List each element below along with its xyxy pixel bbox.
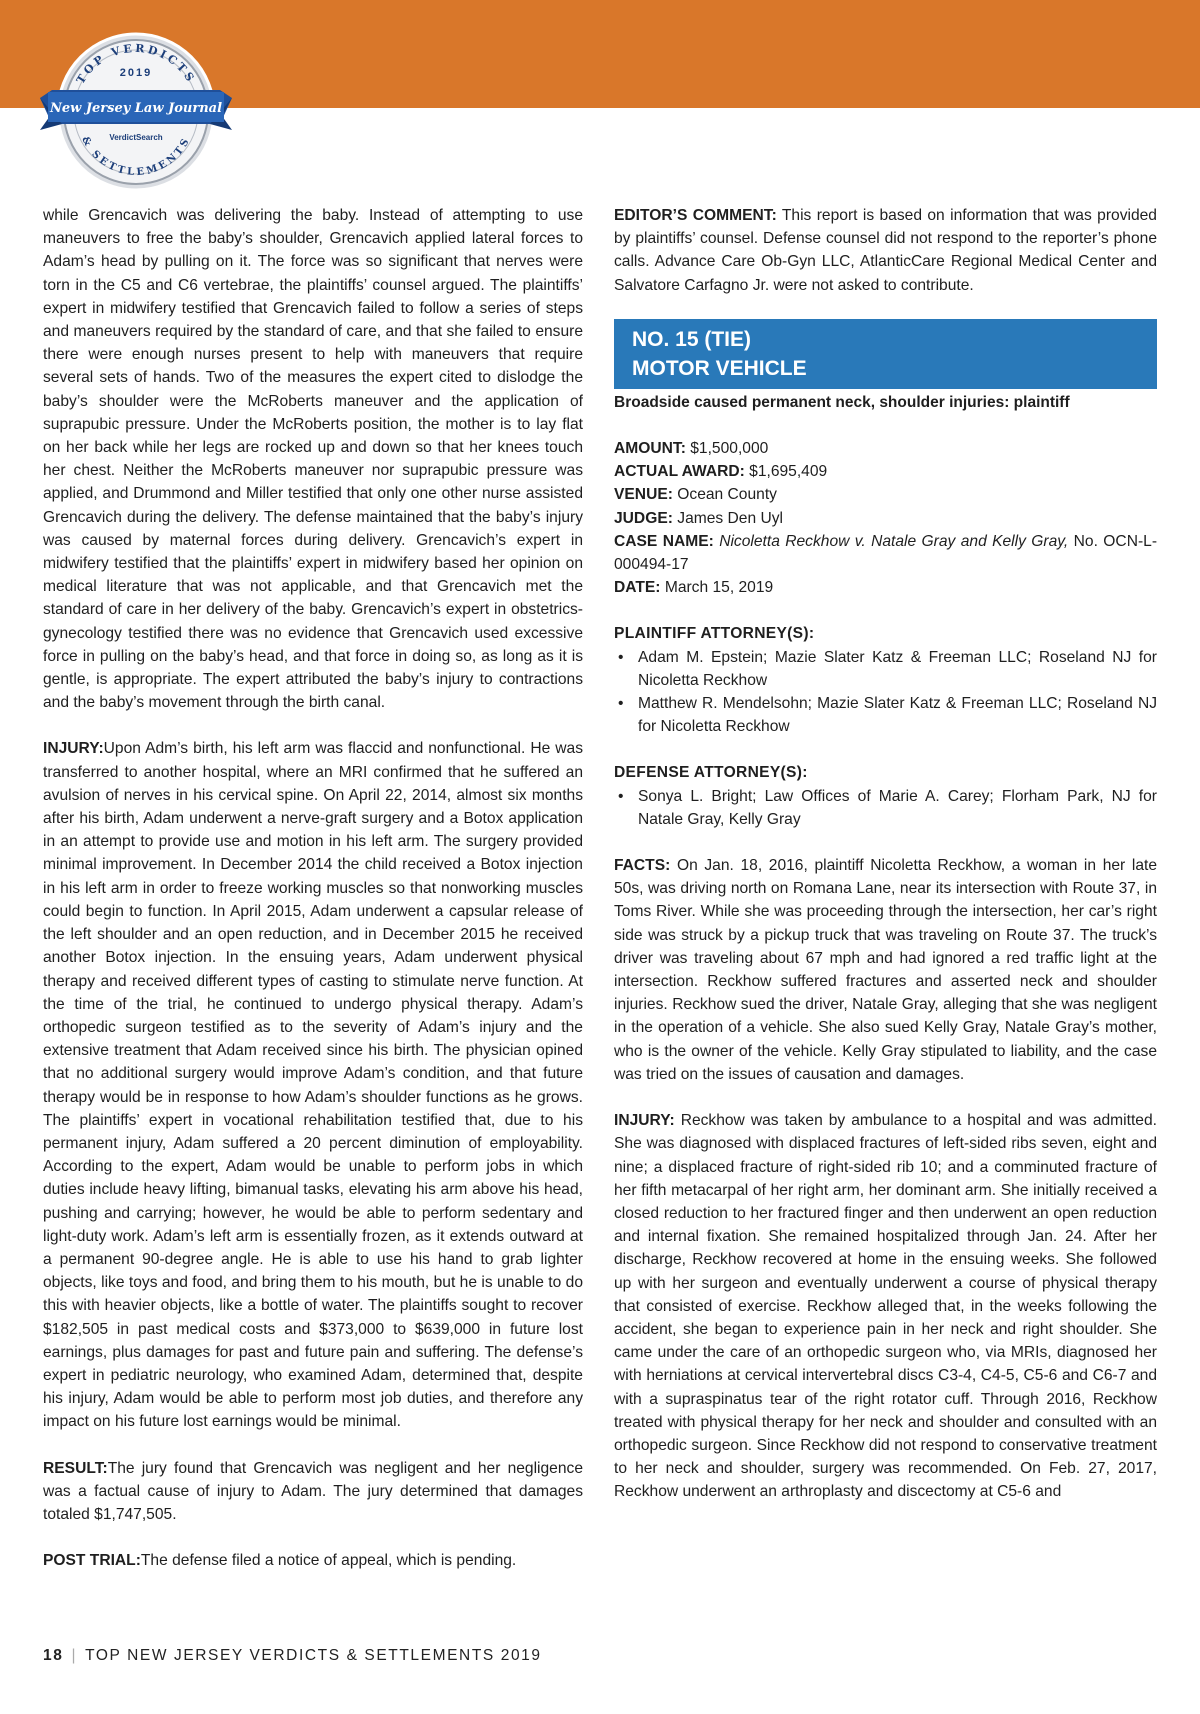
injury-label: INJURY: — [43, 740, 104, 758]
top-verdicts-seal-logo — [40, 20, 232, 198]
venue-value: Ocean County — [677, 486, 777, 504]
case-headline: Broadside caused permanent neck, shoulder injuries: plaintiff — [614, 393, 1070, 411]
facts-label: FACTS: — [614, 857, 671, 875]
right-column — [614, 204, 1157, 1504]
editor-comment-label: EDITOR’S COMMENT: — [614, 207, 777, 224]
facts-text: On Jan. 18, 2016, plaintiff Nicoletta Reckhow, a woman in her late 50s, was driving north on Romana Lane, near its intersection with Route 37, in Toms River. While she was proceeding through the intersection, her car’s right side was struck by a pickup truck that was traveling on Route 37. The truck’s driver was traveling about 67 mph and had ignored a red traffic light at the intersection. Reckhow suffered fractures and asserted neck and shoulder injuries. Reckhow sued the driver, Natale Gray, alleging that she was negligent in the operation of a vehicle. She also sued Kelly Gray, Natale Gray’s mother, who is the owner of the vehicle. Kelly Gray stipulated to liability, and the case was tried on the issues of causation and damages. — [614, 857, 1157, 1083]
left-column — [43, 204, 583, 1572]
date-value: March 15, 2019 — [664, 579, 774, 597]
svg-text:2019: 2019 — [119, 67, 153, 79]
editor-comment — [614, 204, 1157, 297]
facts-paragraph — [614, 854, 1157, 1086]
left-injury-paragraph — [43, 737, 583, 1433]
right-injury-label: INJURY: — [614, 1112, 675, 1130]
banner-category: MOTOR VEHICLE — [632, 356, 807, 380]
footer-separator: | — [71, 1647, 78, 1664]
award-row: ACTUAL AWARD: $1,695,409 — [614, 463, 828, 481]
defense-attorneys-list — [614, 785, 1157, 831]
date-row: DATE: March 15, 2019 — [614, 579, 774, 597]
judge-value: James Den Uyl — [677, 509, 783, 527]
svg-text:VerdictSearch: VerdictSearch — [109, 133, 163, 142]
svg-text:& SETTLEMENTS: & SETTLEMENTS — [79, 134, 193, 179]
case-name-row: CASE NAME: Nicoletta Reckhow v. Natale Gray and Kelly Gray, No. OCN-L-000494-17 — [614, 532, 1158, 574]
post-trial-label: POST TRIAL: — [43, 1552, 141, 1570]
page-footer — [43, 1647, 542, 1665]
plaintiff-attorneys-list — [614, 646, 1157, 739]
banner-rank: NO. 15 (TIE) — [632, 327, 752, 351]
publication-name: TOP NEW JERSEY VERDICTS & SETTLEMENTS 2019 — [85, 1647, 542, 1664]
left-paragraph-1: while Grencavich was delivering the baby. Instead of attempting to use maneuvers to free the baby’s shoulder, Grencavich applied lateral forces to Adam’s head by pulling on it. The force was so significant that nerves were torn in the C5 and C6 vertebrae, the plaintiffs’ counsel argued. The plaintiffs’ expert in midwifery testified that Grencavich failed to follow a series of steps and maneuvers required by the standard of care, and that she failed to ensure there were enough nurses present to help with maneuvers that require several sets of hands. Two of the measures the expert cited to dislodge the baby’s shoulder were the McRoberts maneuver and the application of suprapubic pressure. Under the McRoberts position, the mother is to lay flat on her back while her legs are rocked up and down so that her knees touch her chest. Neither the McRoberts maneuver nor suprapubic pressure was applied, and Drummond and Miller testified that only one other nurse assisted Grencavich during the delivery. The defense maintained that the baby’s injury was caused by maternal forces during delivery. Grencavich’s expert in midwifery testified that the plaintiffs’ expert in midwifery based her opinion on medical literature that was not applicable, and that Grencavich met the standard of care in her delivery of the baby. Grencavich’s expert in obstetrics-gynecology testified there was no evidence that Grencavich used excessive force in pulling on the baby’s head, and that force in doing so, as long as it is gentle, is appropriate. The expert attributed the baby’s injury to contractions and the baby’s movement through the birth canal. — [43, 207, 583, 712]
left-post-trial-paragraph — [43, 1549, 583, 1572]
venue-row: VENUE: Ocean County — [614, 486, 777, 504]
result-label: RESULT: — [43, 1459, 108, 1477]
judge-row: JUDGE: James Den Uyl — [614, 509, 783, 527]
case-name-value: Nicoletta Reckhow v. Natale Gray and Kelly Gray, — [719, 532, 1069, 550]
award-value: $1,695,409 — [749, 463, 828, 481]
list-item: • Sonya L. Bright; Law Offices of Marie A. Carey; Florham Park, NJ for Natale Gray, Kelly Gray — [614, 785, 1157, 831]
case-number: No. OCN-L-000494-17 — [614, 532, 1158, 574]
amount-row: AMOUNT: $1,500,000 — [614, 440, 769, 458]
post-trial-text: The defense filed a notice of appeal, which is pending. — [140, 1552, 517, 1570]
list-item: • Adam M. Epstein; Mazie Slater Katz & Freeman LLC; Roseland NJ for Nicoletta Reckhow — [614, 646, 1157, 692]
svg-text:New Jersey Law Journal: New Jersey Law Journal — [49, 101, 223, 116]
result-text: The jury found that Grencavich was negligent and her negligence was a factual cause of injury to Adam. The jury determined that damages totaled $1,747,505. — [43, 1459, 583, 1523]
right-injury-text: Reckhow was taken by ambulance to a hospital and was admitted. She was diagnosed with displaced fractures of left-sided ribs seven, eight and nine; a displaced fracture of right-sided rib 10; and a comminuted fracture of her fifth metacarpal of her right arm, her dominant arm. She initially received a closed reduction to her fractured finger and then underwent an open reduction and internal fixation. She remained hospitalized through Jan. 24. After her discharge, Reckhow recovered at home in the ensuing weeks. She followed up with her surgeon and eventually underwent a course of physical therapy that consisted of exercise. Reckhow alleged that, in the weeks following the accident, she began to experience pain in her neck and right shoulder. She came under the care of an orthopedic surgeon who, via MRIs, diagnosed her with herniations at cervical intervertebral discs C3-4, C4-5, C5-6 and C6-7 and with a supraspinatus tear of the right rotator cuff. Through 2016, Reckhow treated with physical therapy for her neck and shoulder and consulted with an orthopedic surgeon. Since Reckhow did not respond to conservative treatment to her neck and shoulder, surgery was recommended. On Feb. 27, 2017, Reckhow underwent an arthroplasty and discectomy at C5-6 and — [614, 1112, 1157, 1501]
page-number: 18 — [43, 1647, 64, 1664]
left-result-paragraph — [43, 1457, 583, 1527]
case-rank-banner — [614, 319, 1157, 389]
defense-attorneys-heading: DEFENSE ATTORNEY(S): — [614, 764, 808, 782]
right-injury-paragraph — [614, 1109, 1157, 1503]
editor-comment-text: This report is based on information that was provided by plaintiffs’ counsel. Defense counsel did not respond to the reporter’s phone calls. Advance Care Ob-Gyn LLC, AtlanticCare Regional Medical Center and Salvatore Carfagno Jr. were not asked to contribute. — [614, 207, 1157, 294]
injury-text: Upon Adm’s birth, his left arm was flaccid and nonfunctional. He was transferred to another hospital, where an MRI confirmed that he suffered an avulsion of nerves in his cervical spine. On April 22, 2014, almost six months after his birth, Adam underwent a nerve-graft surgery and a Botox application in an attempt to provide use and motion in his left arm. The surgery provided minimal improvement. In December 2014 the child received a Botox injection in his left arm in order to freeze working muscles so that nonworking muscles could begin to function. In April 2015, Adam underwent a capsular release of the left shoulder and an open reduction, and in December 2015 he received another Botox injection. In the ensuing years, Adam underwent physical therapy and received different types of casting to stimulate nerve function. At the time of the trial, he continued to undergo physical therapy. Adam’s orthopedic surgeon testified as to the severity of Adam’s injury and the extensive treatment that Adam received since his birth. The physician opined that no additional surgery would improve Adam’s condition, and that future therapy would be in response to how Adam’s shoulder functions as he grows. The plaintiffs’ expert in vocational rehabilitation testified that, due to his permanent injury, Adam suffered a 20 percent diminution of employability. According to the expert, Adam would be unable to perform jobs in which duties include heavy lifting, bimanual tasks, elevating his arm above his head, pushing and carrying; however, he would be able to perform sedentary and light-duty work. Adam’s left arm is essentially frozen, as it extends outward at a permanent 90-degree angle. He is able to use his hand to grab lighter objects, like toys and food, and bring them to his mouth, but he is unable to do this with heavier objects, like a bottle of water. The plaintiffs sought to recover $182,505 in past medical costs and $373,000 to $639,000 in future lost earnings, plus damages for past and future pain and suffering. The defense’s expert in pediatric neurology, who examined Adam, determined that, despite his injury, Adam would be able to perform most job duties, and therefore any impact on his future lost earnings would be minimal. — [43, 740, 583, 1431]
amount-value: $1,500,000 — [690, 440, 769, 458]
plaintiff-attorneys-heading: PLAINTIFF ATTORNEY(S): — [614, 625, 815, 643]
list-item: • Matthew R. Mendelsohn; Mazie Slater Katz & Freeman LLC; Roseland NJ for Nicoletta Reckhow — [614, 692, 1157, 738]
svg-text:TOP VERDICTS: TOP VERDICTS — [73, 41, 199, 87]
